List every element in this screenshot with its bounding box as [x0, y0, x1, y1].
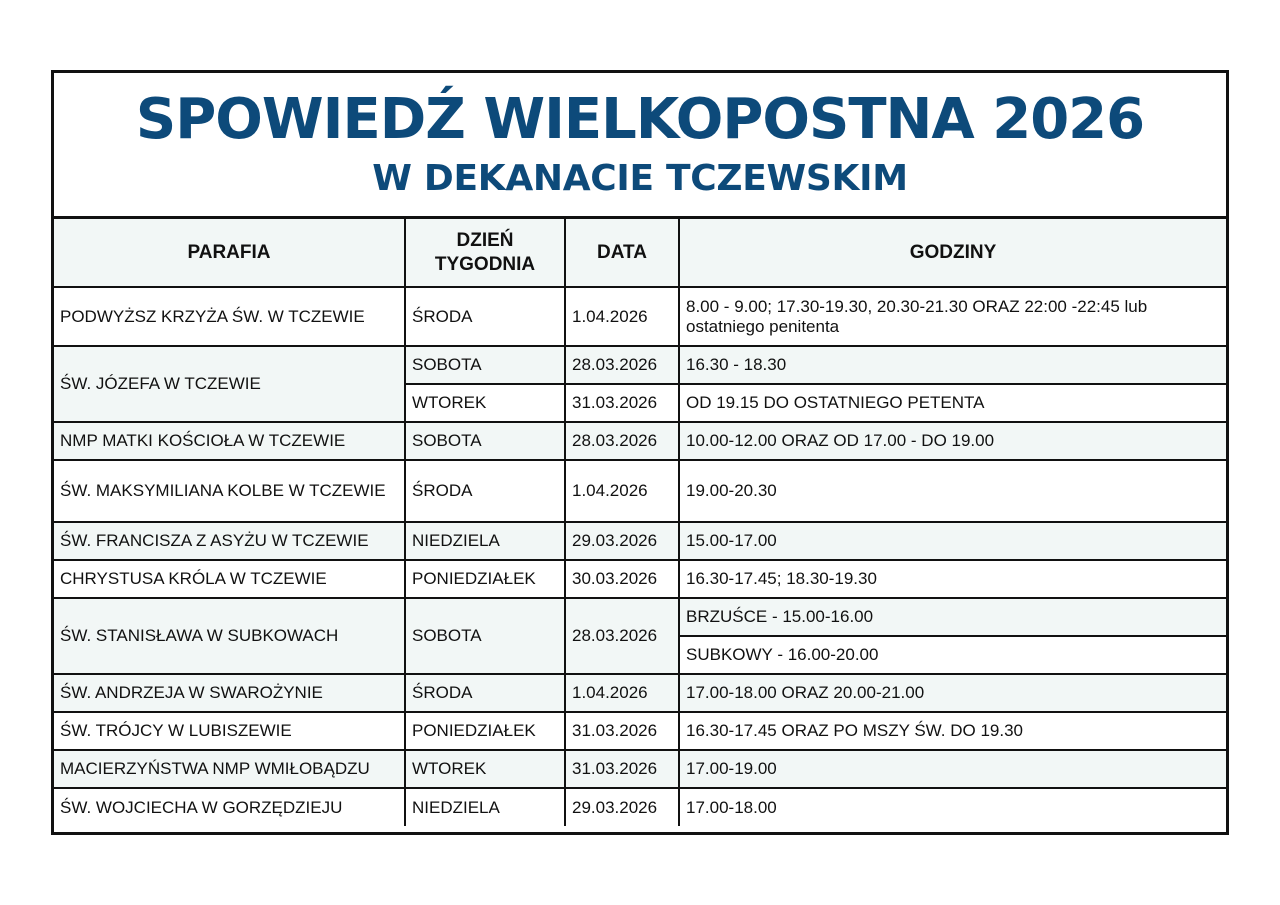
cell-data: 1.04.2026: [565, 287, 679, 346]
cell-dzien: NIEDZIELA: [405, 788, 565, 826]
confession-schedule-table: [54, 219, 1226, 826]
cell-dzien: NIEDZIELA: [405, 522, 565, 560]
cell-dzien: PONIEDZIAŁEK: [405, 712, 565, 750]
cell-data: 28.03.2026: [565, 598, 679, 674]
cell-parafia: ŚW. ANDRZEJA W SWAROŻYNIE: [54, 674, 405, 712]
header-parafia: PARAFIA: [54, 219, 405, 287]
cell-parafia: MACIERZYŃSTWA NMP WMIŁOBĄDZU: [54, 750, 405, 788]
cell-dzien: ŚRODA: [405, 287, 565, 346]
cell-dzien: ŚRODA: [405, 674, 565, 712]
header-dzien-tygodnia: [405, 219, 565, 287]
table-row: [54, 674, 1226, 712]
cell-data: 31.03.2026: [565, 384, 679, 422]
cell-godziny: OD 19.15 DO OSTATNIEGO PETENTA: [679, 384, 1226, 422]
cell-parafia: CHRYSTUSA KRÓLA W TCZEWIE: [54, 560, 405, 598]
cell-parafia: ŚW. TRÓJCY W LUBISZEWIE: [54, 712, 405, 750]
cell-godziny: 16.30 - 18.30: [679, 346, 1226, 384]
header-data: DATA: [565, 219, 679, 287]
title-block: [54, 73, 1226, 219]
cell-data: 31.03.2026: [565, 750, 679, 788]
cell-data: 29.03.2026: [565, 788, 679, 826]
cell-parafia: ŚW. FRANCISZA Z ASYŻU W TCZEWIE: [54, 522, 405, 560]
cell-godziny: 8.00 - 9.00; 17.30-19.30, 20.30-21.30 ORAZ 22:00 -22:45 lub ostatniego penitenta: [679, 287, 1226, 346]
table-row: [54, 346, 1226, 384]
page-title: SPOWIEDŹ WIELKOPOSTNA 2026: [135, 87, 1145, 152]
table-row: [54, 522, 1226, 560]
table-row: [54, 560, 1226, 598]
cell-dzien: SOBOTA: [405, 346, 565, 384]
schedule-poster: [51, 70, 1229, 835]
cell-godziny: 17.00-18.00 ORAZ 20.00-21.00: [679, 674, 1226, 712]
cell-data: 1.04.2026: [565, 674, 679, 712]
cell-data: 28.03.2026: [565, 346, 679, 384]
cell-dzien: WTOREK: [405, 750, 565, 788]
cell-godziny: 16.30-17.45 ORAZ PO MSZY ŚW. DO 19.30: [679, 712, 1226, 750]
cell-godziny: SUBKOWY - 16.00-20.00: [679, 636, 1226, 674]
cell-parafia: ŚW. STANISŁAWA W SUBKOWACH: [54, 598, 405, 674]
cell-dzien: WTOREK: [405, 384, 565, 422]
cell-godziny: 17.00-18.00: [679, 788, 1226, 826]
table-row: [54, 422, 1226, 460]
cell-parafia: NMP MATKI KOŚCIOŁA W TCZEWIE: [54, 422, 405, 460]
table-row: [54, 460, 1226, 522]
cell-data: 31.03.2026: [565, 712, 679, 750]
cell-data: 28.03.2026: [565, 422, 679, 460]
cell-dzien: SOBOTA: [405, 422, 565, 460]
cell-godziny: 16.30-17.45; 18.30-19.30: [679, 560, 1226, 598]
cell-data: 29.03.2026: [565, 522, 679, 560]
header-dzien-line1: DZIEŃ: [456, 229, 514, 251]
cell-dzien: ŚRODA: [405, 460, 565, 522]
cell-godziny: 17.00-19.00: [679, 750, 1226, 788]
cell-godziny: 15.00-17.00: [679, 522, 1226, 560]
cell-godziny: 19.00-20.30: [679, 460, 1226, 522]
table-row: [54, 287, 1226, 346]
cell-dzien: PONIEDZIAŁEK: [405, 560, 565, 598]
cell-data: 1.04.2026: [565, 460, 679, 522]
table-row: [54, 712, 1226, 750]
table-row: [54, 788, 1226, 826]
cell-godziny: BRZUŚCE - 15.00-16.00: [679, 598, 1226, 636]
cell-data: 30.03.2026: [565, 560, 679, 598]
cell-dzien: SOBOTA: [405, 598, 565, 674]
cell-parafia: PODWYŻSZ KRZYŻA ŚW. W TCZEWIE: [54, 287, 405, 346]
cell-godziny: 10.00-12.00 ORAZ OD 17.00 - DO 19.00: [679, 422, 1226, 460]
cell-parafia: ŚW. MAKSYMILIANA KOLBE W TCZEWIE: [54, 460, 405, 522]
table-header-row: [54, 219, 1226, 287]
table-row: [54, 598, 1226, 636]
table-row: [54, 750, 1226, 788]
header-dzien-line2: TYGODNIA: [434, 253, 536, 275]
cell-parafia: ŚW. WOJCIECHA W GORZĘDZIEJU: [54, 788, 405, 826]
page-subtitle: W DEKANACIE TCZEWSKIM: [372, 158, 908, 199]
cell-parafia: ŚW. JÓZEFA W TCZEWIE: [54, 346, 405, 422]
header-godziny: GODZINY: [679, 219, 1226, 287]
